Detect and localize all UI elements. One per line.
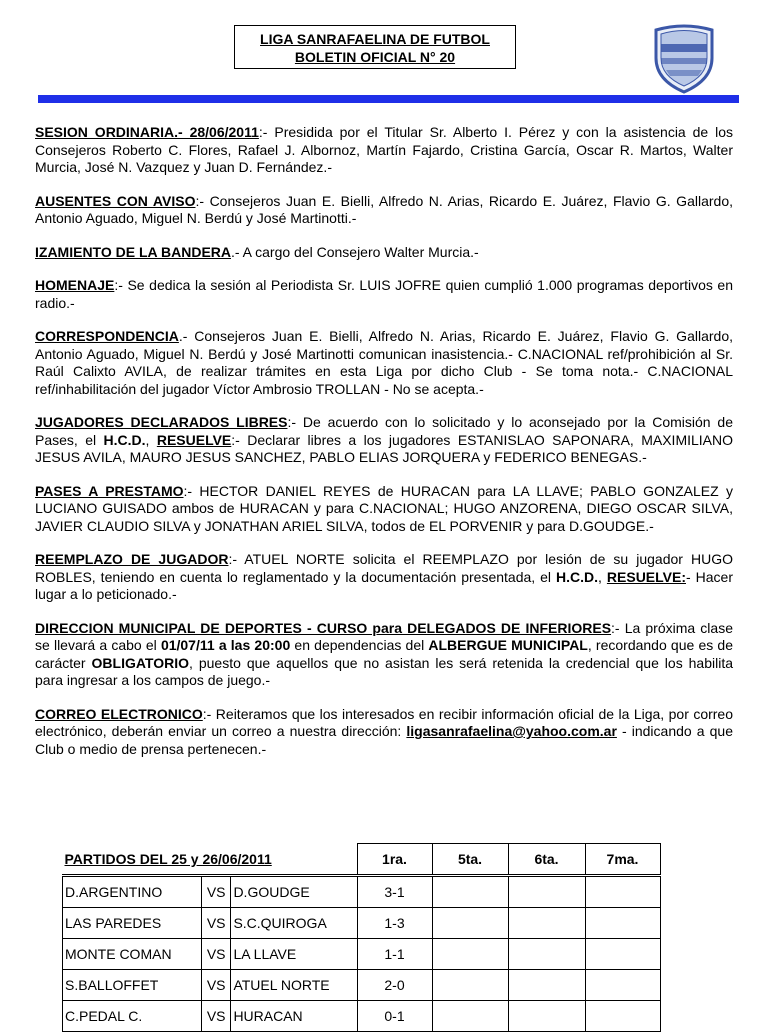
section-correo: [35, 706, 733, 759]
section-text: :- ATUEL NORTE solicita el REEMPLAZO por lesión de su jugador HUGO ROBLES, teniendo en cuenta lo reglamentado y la documentación presentada, el: [35, 551, 734, 585]
separator: ,: [598, 568, 607, 585]
score-1ra: 0-1: [357, 1001, 432, 1032]
section-heading: CORREO ELECTRONICO: [35, 705, 203, 722]
score-5ta: [432, 876, 508, 908]
versus-label: VS: [201, 876, 231, 908]
score-5ta: [432, 939, 508, 970]
section-heading: PASES A PRESTAMO: [35, 482, 184, 499]
section-heading: SESION ORDINARIA.- 28/06/2011: [35, 124, 259, 140]
score-6ta: [508, 1001, 585, 1032]
match-row: [63, 1001, 661, 1032]
section-text: - indicando a que Club o medio de prensa pertenecen.-: [35, 723, 733, 757]
score-7ma: [585, 970, 660, 1001]
home-team: C.PEDAL C.: [63, 1001, 202, 1032]
match-row: [63, 908, 661, 939]
matches-body: [63, 876, 661, 1032]
section-text: .- Consejeros Juan E. Bielli, Alfredo N. Arias, Ricardo E. Juárez, Flavio G. Gallardo, Antonio Aguado, Miguel N. Berdú y José Martinotti comunican inasistencia.- C.NACIONAL ref/prohibición al Sr. Raúl Calixto AVILA, de realizar trámites en esta Liga por dicho Club - Se toma nota.- C.NACIONAL ref/inhabilitación del jugador Víctor Ambrosio TROLLAN - No se acepta.-: [35, 328, 733, 397]
section-text: :- HECTOR DANIEL REYES de HURACAN para LA LLAVE; PABLO GONZALEZ y LUCIANO GUISADO ambos de HURACAN y para C.NACIONAL; HUGO ANZORENA, DIEGO OSCAR SILVA, JAVIER CLAUDIO SILVA y JONATHAN ARIEL SILVA, todos de EL PORVENIR y para D.GOUDGE.-: [35, 482, 733, 534]
home-team: D.ARGENTINO: [63, 876, 202, 908]
header-divider: [38, 95, 739, 103]
bulletin-title-box: [234, 25, 516, 69]
column-header-5ta: 5ta.: [432, 844, 508, 876]
section-text: .- A cargo del Consejero Walter Murcia.-: [231, 243, 479, 260]
score-1ra: 3-1: [357, 876, 432, 908]
league-name: LIGA SANRAFAELINA DE FUTBOL: [260, 31, 490, 47]
score-5ta: [432, 970, 508, 1001]
section-ausentes: [35, 193, 733, 228]
section-homenaje: [35, 277, 733, 312]
section-text: :- Se dedica la sesión al Periodista Sr. LUIS JOFRE quien cumplió 1.000 programas deportivos en radio.-: [35, 277, 733, 311]
score-6ta: [508, 939, 585, 970]
match-row: [63, 876, 661, 908]
away-team: S.C.QUIROGA: [231, 908, 357, 939]
email-link[interactable]: ligasanrafaelina@yahoo.com.ar: [406, 723, 617, 739]
match-row: [63, 939, 661, 970]
versus-label: VS: [201, 939, 231, 970]
section-text: :- Consejeros Juan E. Bielli, Alfredo N. Arias, Ricardo E. Juárez, Flavio G. Gallardo, Antonio Aguado, Miguel N. Berdú y José Martinotti.-: [35, 192, 733, 226]
score-6ta: [508, 970, 585, 1001]
section-text: - Hacer lugar a lo peticionado.-: [35, 568, 733, 602]
away-team: LA LLAVE: [231, 939, 357, 970]
score-7ma: [585, 1001, 660, 1032]
score-6ta: [508, 908, 585, 939]
bulletin-body: [35, 124, 733, 774]
resuelve-label: RESUELVE:: [606, 568, 686, 585]
section-heading: AUSENTES CON AVISO: [35, 192, 196, 209]
bulletin-number: BOLETIN OFICIAL N° 20: [294, 49, 456, 65]
section-heading: IZAMIENTO DE LA BANDERA: [35, 243, 231, 260]
match-row: [63, 970, 661, 1001]
matches-title: PARTIDOS DEL 25 y 26/06/2011: [64, 850, 272, 867]
score-1ra: 1-1: [357, 939, 432, 970]
mandatory-label: OBLIGATORIO: [91, 654, 190, 671]
section-text: :- Reiteramos que los interesados en recibir información oficial de la Liga, por correo electrónico, deberán enviar un correo a nuestra dirección:: [35, 705, 734, 739]
versus-label: VS: [201, 970, 231, 1001]
column-header-1ra: 1ra.: [357, 844, 432, 876]
section-heading: JUGADORES DECLARADOS LIBRES: [35, 414, 288, 430]
section-text: :- Declarar libres a los jugadores ESTANISLAO SAPONARA, MAXIMILIANO JESUS AVILA, MAURO JESUS SANCHEZ, PABLO ELIAS JORQUERA y FEDERICO BENEGAS.-: [35, 431, 734, 465]
section-libres: [35, 414, 733, 467]
score-1ra: 1-3: [357, 908, 432, 939]
score-7ma: [585, 908, 660, 939]
hcd-label: H.C.D.: [556, 568, 599, 585]
section-sesion: [35, 124, 733, 177]
course-place: ALBERGUE MUNICIPAL: [428, 637, 588, 653]
separator: ,: [145, 431, 157, 448]
score-6ta: [508, 876, 585, 908]
section-heading: CORRESPONDENCIA: [35, 328, 179, 344]
section-prestamo: [35, 483, 733, 536]
matches-table: [62, 843, 661, 1032]
section-text: , recordando que es de carácter: [35, 637, 733, 671]
section-text: , puesto que aquellos que no asistan les será retenida la credencial que los habilita para ingresar a los campos de juego.-: [35, 654, 734, 688]
versus-label: VS: [201, 1001, 231, 1032]
hcd-label: H.C.D.: [103, 431, 146, 448]
section-heading: HOMENAJE: [35, 277, 115, 293]
section-direccion: [35, 620, 733, 690]
section-text: en dependencias del: [290, 637, 429, 653]
score-7ma: [585, 876, 660, 908]
away-team: HURACAN: [231, 1001, 357, 1032]
section-text: :- La próxima clase se llevará a cabo el: [35, 619, 733, 653]
score-5ta: [432, 1001, 508, 1032]
column-header-6ta: 6ta.: [508, 844, 585, 876]
resuelve-label: RESUELVE: [156, 431, 232, 448]
section-reemplazo: [35, 551, 733, 604]
home-team: S.BALLOFFET: [63, 970, 202, 1001]
home-team: LAS PAREDES: [63, 908, 202, 939]
column-header-7ma: 7ma.: [585, 844, 660, 876]
score-5ta: [432, 908, 508, 939]
home-team: MONTE COMAN: [63, 939, 202, 970]
section-heading: DIRECCION MUNICIPAL DE DEPORTES - CURSO para DELEGADOS DE INFERIORES: [35, 619, 612, 636]
section-text: :- Presidida por el Titular Sr. Alberto I. Pérez y con la asistencia de los Consejeros Roberto C. Flores, Rafael J. Albornoz, Martín Fajardo, Cristina García, Oscar R. Martos, Walter Murcia, José N. Vazquez y Juan D. Fernández.-: [35, 124, 733, 175]
score-1ra: 2-0: [357, 970, 432, 1001]
away-team: D.GOUDGE: [231, 876, 357, 908]
section-heading: REEMPLAZO DE JUGADOR: [35, 551, 229, 567]
matches-header-row: [63, 844, 661, 876]
league-shield-logo-icon: [652, 22, 716, 94]
course-date: 01/07/11 a las 20:00: [160, 637, 291, 653]
away-team: ATUEL NORTE: [231, 970, 357, 1001]
versus-label: VS: [201, 908, 231, 939]
section-izamiento: [35, 244, 733, 262]
score-7ma: [585, 939, 660, 970]
section-correspondencia: [35, 328, 733, 398]
section-text: :- De acuerdo con lo solicitado y lo aconsejado por la Comisión de Pases, el: [35, 414, 733, 448]
